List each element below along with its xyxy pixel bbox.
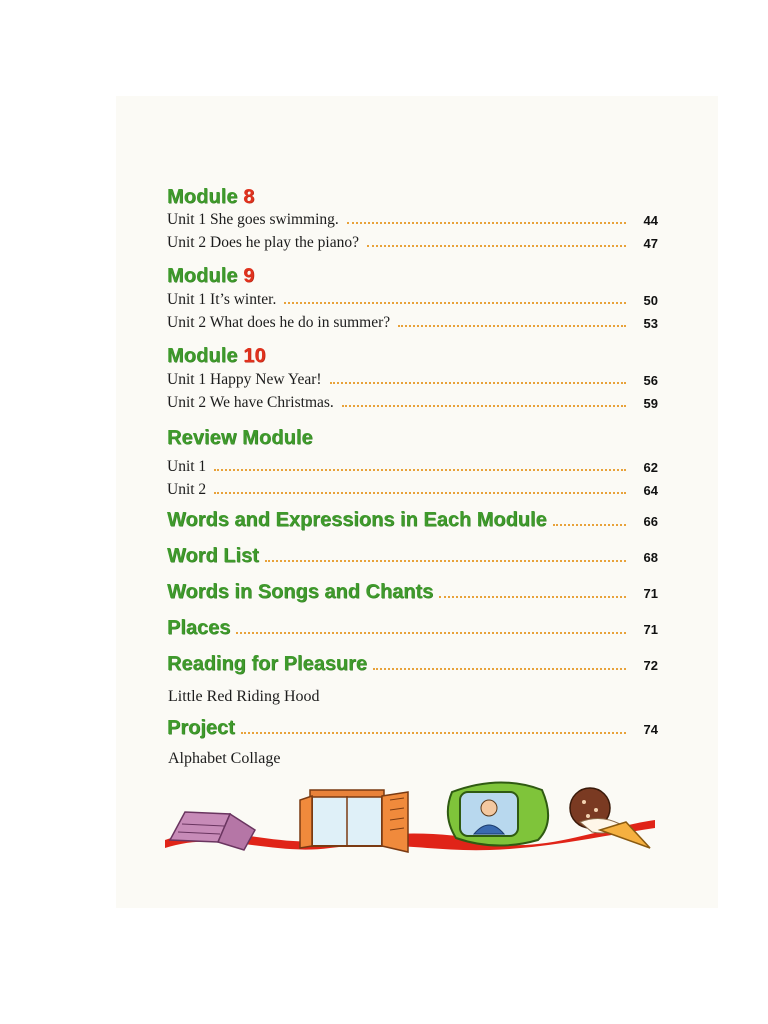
toc-section[interactable]: Words and Expressions in Each Module 66	[167, 509, 658, 531]
section-subtitle: Alphabet Collage	[168, 750, 281, 767]
toc-entry[interactable]: Unit 2 64	[167, 481, 658, 498]
toc-entry[interactable]: Unit 1 She goes swimming. 44	[167, 211, 658, 228]
toc-entry[interactable]: Unit 2 Does he play the piano? 47	[167, 234, 658, 251]
module-9-heading: Module 9	[167, 265, 255, 287]
toc-section[interactable]: Reading for Pleasure 72	[167, 653, 658, 675]
decorative-illustration	[160, 770, 660, 860]
toc-section[interactable]: Project 74	[167, 717, 658, 739]
window-icon	[300, 790, 408, 852]
tv-icon	[448, 782, 548, 845]
module-8-heading: Module 8	[167, 186, 255, 208]
toc-entry[interactable]: Unit 2 What does he do in summer? 53	[167, 314, 658, 331]
toc-section[interactable]: Places 71	[167, 617, 658, 639]
toc-section[interactable]: Words in Songs and Chants 71	[167, 581, 658, 603]
section-subtitle: Little Red Riding Hood	[168, 688, 320, 705]
book-icon	[170, 812, 255, 850]
review-module-heading: Review Module	[167, 427, 313, 449]
toc-entry[interactable]: Unit 1 62	[167, 458, 658, 475]
toc-entry[interactable]: Unit 2 We have Christmas. 59	[167, 394, 658, 411]
toc-entry[interactable]: Unit 1 Happy New Year! 56	[167, 371, 658, 388]
toc-entry[interactable]: Unit 1 It’s winter. 50	[167, 291, 658, 308]
module-10-heading: Module 10	[167, 345, 266, 367]
toc-section[interactable]: Word List 68	[167, 545, 658, 567]
